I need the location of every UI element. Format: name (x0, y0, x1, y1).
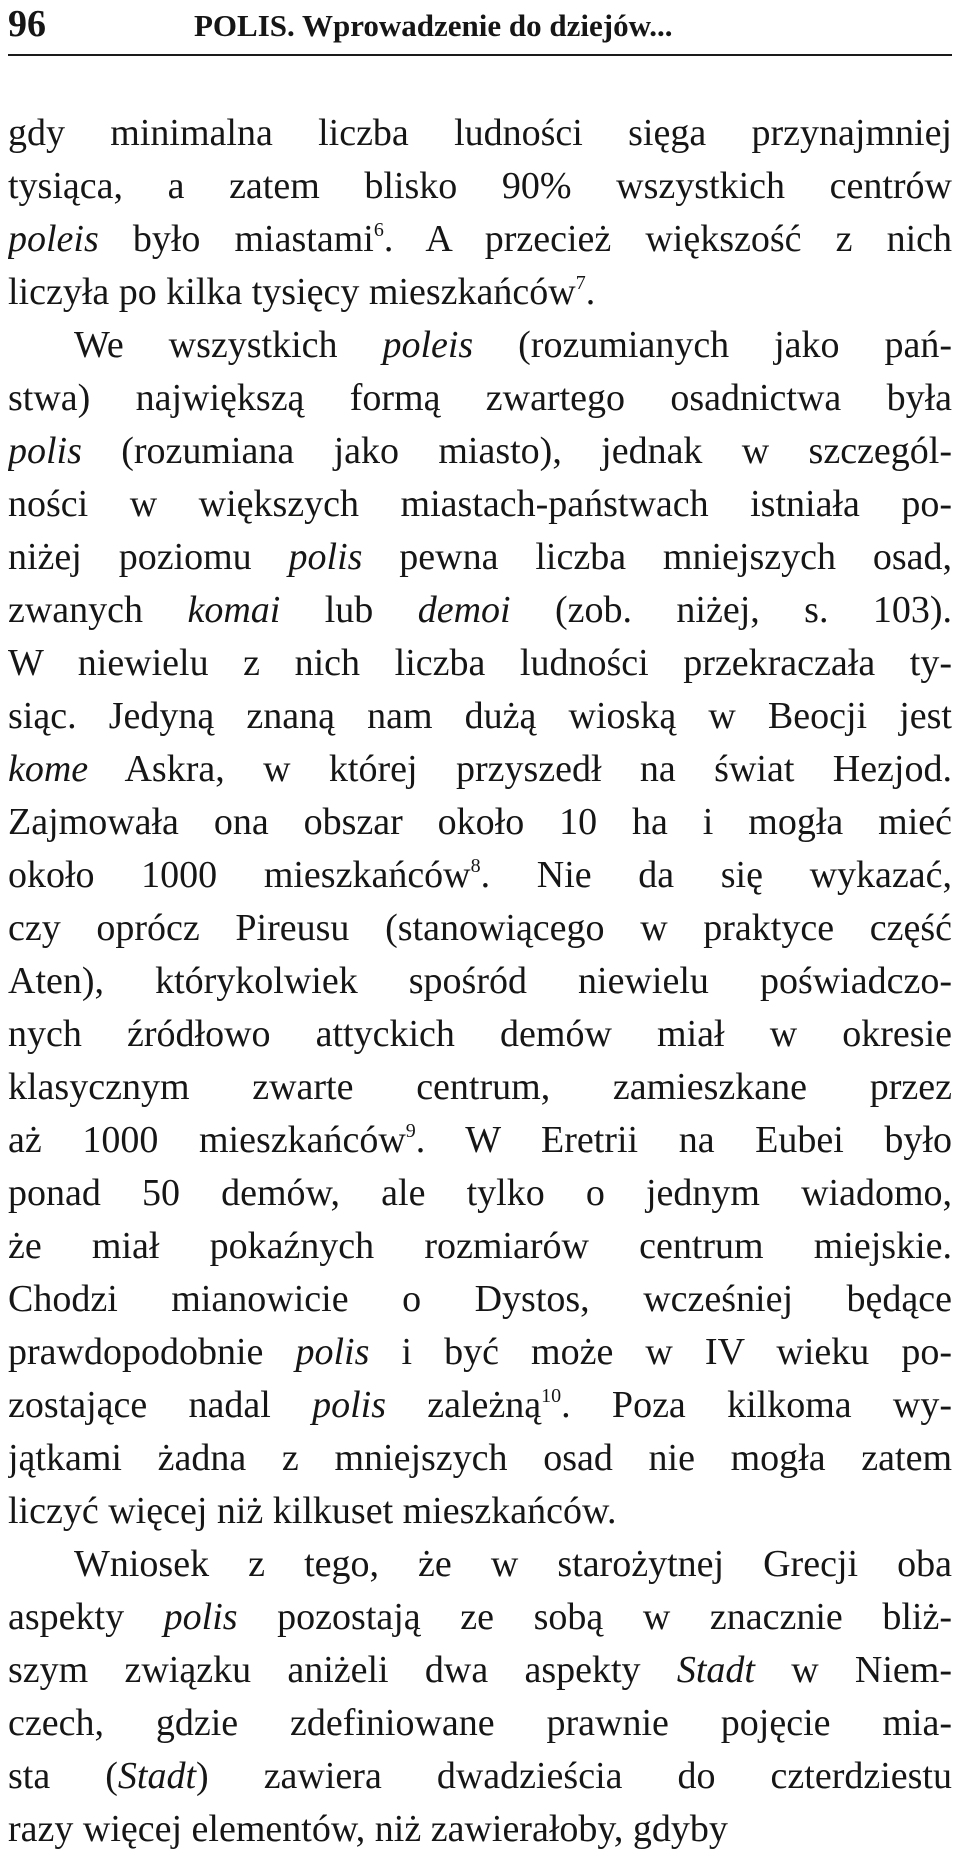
text-segment: Wniosek z tego, że w starożytnej Grecji oba (74, 1543, 952, 1585)
text-segment: (rozumianych jako pań- (473, 324, 952, 366)
text-segment: sta ( (8, 1755, 118, 1797)
text-line (8, 107, 952, 160)
text-segment: . A przecież większość z nich (383, 218, 952, 260)
text-segment: niżej poziomu (8, 536, 289, 578)
text-segment: Zajmowała ona obszar około 10 ha i mogła mieć (8, 801, 952, 843)
text-line (8, 1697, 952, 1750)
text-segment: liczyć więcej niż kilkuset mieszkańców. (8, 1490, 617, 1532)
text-line (8, 637, 952, 690)
text-line (8, 1114, 952, 1167)
text-line (8, 425, 952, 478)
text-line (8, 902, 952, 955)
text-segment: (zob. niżej, s. 103). (510, 589, 952, 631)
footnote-marker: 8 (470, 855, 481, 877)
text-line (8, 1538, 952, 1591)
text-line (8, 1379, 952, 1432)
text-segment: . W Eretrii na Eubei było (415, 1119, 952, 1161)
text-line (8, 849, 952, 902)
text-segment: . Poza kilkoma wy- (561, 1384, 952, 1426)
italic-term: kome (8, 748, 89, 790)
text-segment: pozostają ze sobą w znacznie bliż- (237, 1596, 952, 1638)
text-line (8, 1803, 952, 1856)
text-line (8, 160, 952, 213)
text-line (8, 1591, 952, 1644)
text-segment: i być może w IV wieku po- (369, 1331, 952, 1373)
text-segment: . Nie da się wykazać, (480, 854, 952, 896)
text-segment: Aten), którykolwiek spośród niewielu poświadczo- (8, 960, 952, 1002)
text-line (8, 531, 952, 584)
text-segment: tysiąca, a zatem blisko 90% wszystkich centrów (8, 165, 952, 207)
text-segment: Askra, w której przyszedł na świat Hezjod. (88, 748, 952, 790)
text-segment: czy oprócz Pireusu (stanowiącego w praktyce część (8, 907, 952, 949)
text-segment: (rozumiana jako miasto), jednak w szczegól- (81, 430, 952, 472)
text-segment: aż 1000 mieszkańców (8, 1119, 406, 1161)
text-segment: czech, gdzie zdefiniowane prawnie pojęcie mia- (8, 1702, 952, 1744)
text-line (8, 1008, 952, 1061)
text-line (8, 1273, 952, 1326)
italic-term: polis (8, 430, 82, 472)
text-segment: klasycznym zwarte centrum, zamieszkane przez (8, 1066, 952, 1108)
text-line (8, 1485, 952, 1538)
text-line (8, 319, 952, 372)
text-segment: zależną (385, 1384, 542, 1426)
text-segment: liczyła po kilka tysięcy mieszkańców (8, 271, 576, 313)
text-line (8, 1432, 952, 1485)
text-segment: w Niem- (754, 1649, 952, 1691)
text-segment: zwanych (8, 589, 188, 631)
text-segment: lub (280, 589, 418, 631)
text-segment: stwa) największą formą zwartego osadnictwa była (8, 377, 952, 419)
italic-term: demoi (417, 589, 511, 631)
text-segment: jątkami żadna z mniejszych osad nie mogła zatem (8, 1437, 952, 1479)
text-segment: . (585, 271, 596, 313)
text-line (8, 478, 952, 531)
text-segment: było miastami (98, 218, 374, 260)
text-line (8, 1167, 952, 1220)
italic-term: polis (288, 536, 363, 578)
text-segment: gdy minimalna liczba ludności sięga przynajmniej (8, 112, 952, 154)
italic-term: poleis (8, 218, 99, 260)
text-segment: ) zawiera dwadzieścia do czterdziestu (196, 1755, 952, 1797)
italic-term: polis (295, 1331, 370, 1373)
footnote-marker: 7 (575, 272, 586, 294)
text-line (8, 1750, 952, 1803)
text-line (8, 266, 952, 319)
running-head (8, 0, 952, 56)
text-line (8, 1644, 952, 1697)
text-line (8, 955, 952, 1008)
book-title: POLIS. Wprowadzenie do dziejów... (194, 8, 673, 43)
text-line (8, 1326, 952, 1379)
text-line (8, 213, 952, 266)
body-text (8, 107, 952, 1856)
italic-term: Stadt (676, 1649, 755, 1691)
footnote-marker: 10 (541, 1385, 562, 1407)
italic-term: polis (163, 1596, 238, 1638)
page-number: 96 (8, 3, 46, 45)
text-segment: szym związku aniżeli dwa aspekty (8, 1649, 677, 1691)
text-segment: że miał pokaźnych rozmiarów centrum miejskie. (8, 1225, 952, 1267)
footnote-marker: 9 (405, 1120, 416, 1142)
text-segment: ności w większych miastach-państwach istniała po- (8, 483, 952, 525)
italic-term: poleis (382, 324, 474, 366)
text-segment: nych źródłowo attyckich demów miał w okresie (8, 1013, 952, 1055)
text-line (8, 1220, 952, 1273)
text-segment: aspekty (8, 1596, 164, 1638)
italic-term: polis (312, 1384, 386, 1426)
text-segment: pewna liczba mniejszych osad, (362, 536, 952, 578)
text-line (8, 796, 952, 849)
text-segment: We wszystkich (74, 324, 383, 366)
text-segment: ponad 50 demów, ale tylko o jednym wiadomo, (8, 1172, 952, 1214)
text-segment: zostające nadal (8, 1384, 313, 1426)
text-segment: Chodzi mianowicie o Dystos, wcześniej będące (8, 1278, 952, 1320)
text-segment: razy więcej elementów, niż zawierałoby, gdyby (8, 1808, 728, 1850)
text-segment: około 1000 mieszkańców (8, 854, 471, 896)
text-segment: W niewielu z nich liczba ludności przekraczała ty- (8, 642, 952, 684)
italic-term: Stadt (117, 1755, 197, 1797)
text-line (8, 372, 952, 425)
text-line (8, 584, 952, 637)
text-line (8, 690, 952, 743)
text-segment: prawdopodobnie (8, 1331, 296, 1373)
text-line (8, 743, 952, 796)
italic-term: komai (187, 589, 281, 631)
footnote-marker: 6 (373, 219, 384, 241)
text-line (8, 1061, 952, 1114)
text-segment: siąc. Jedyną znaną nam dużą wioską w Beocji jest (8, 695, 952, 737)
